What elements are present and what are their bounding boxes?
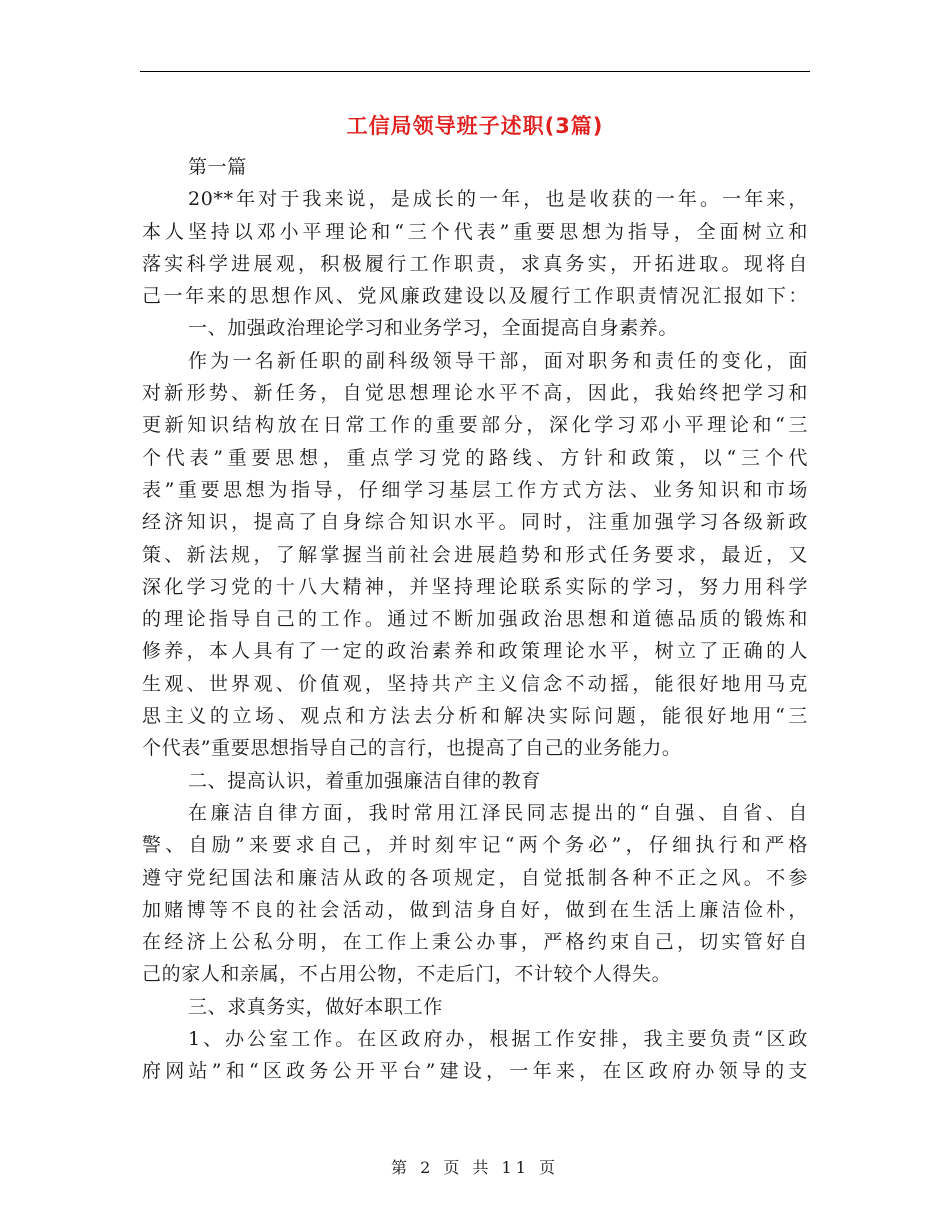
document-title: 工信局领导班子述职(3篇): [346, 114, 604, 138]
text-line: 修养，本人具有了一定的政治素养和政策理论水平，树立了正确的人: [142, 640, 808, 663]
text-line: 己的家人和亲属，不占用公物，不走后门，不计较个人得失。: [142, 963, 672, 986]
subheading-3: 三、求真务实，做好本职工作: [188, 995, 443, 1018]
text-line: 思主义的立场、观点和方法去分析和解决实际问题，能很好地用“三: [142, 705, 808, 728]
subheading-2: 二、提高认识，着重加强廉洁自律的教育: [188, 769, 541, 792]
text-line: 个代表”重要思想，重点学习党的路线、方针和政策，以“三个代: [142, 446, 808, 469]
text-line: 1、办公室工作。在区政府办，根据工作安排，我主要负责“区政: [188, 1028, 808, 1051]
text-line: 更新知识结构放在日常工作的重要部分，深化学习邓小平理论和“三: [142, 414, 808, 437]
text-line: 生观、世界观、价值观，坚持共产主义信念不动摇，能很好地用马克: [142, 672, 808, 695]
text-line: 遵守党纪国法和廉洁从政的各项规定，自觉抵制各种不正之风。不参: [142, 866, 808, 889]
text-line: 在廉洁自律方面，我时常用江泽民同志提出的“自强、自省、自: [188, 801, 808, 824]
text-line: 个代表”重要思想指导自己的言行，也提高了自己的业务能力。: [142, 737, 682, 760]
text-line: 己一年来的思想作风、党风廉政建设以及履行工作职责情况汇报如下：: [142, 285, 808, 308]
text-line: 在经济上公私分明，在工作上秉公办事，严格约束自己，切实管好自: [142, 931, 808, 954]
text-line: 本人坚持以邓小平理论和“三个代表”重要思想为指导，全面树立和: [142, 220, 808, 243]
header-rule: [140, 71, 810, 72]
text-line: 加赌博等不良的社会活动，做到洁身自好，做到在生活上廉洁俭朴，: [142, 898, 808, 921]
text-line: 落实科学进展观，积极履行工作职责，求真务实，开拓进取。现将自: [142, 252, 808, 275]
text-line: 府网站”和“区政务公开平台”建设，一年来，在区政府办领导的支: [142, 1060, 808, 1083]
subheading-1: 一、加强政治理论学习和业务学习，全面提高自身素养。: [188, 317, 679, 340]
section-heading: 第一篇: [188, 156, 247, 178]
text-line: 对新形势、新任务，自觉思想理论水平不高，因此，我始终把学习和: [142, 382, 808, 405]
text-line: 表”重要思想为指导，仔细学习基层工作方式方法、业务知识和市场: [142, 478, 808, 501]
text-line: 深化学习党的十八大精神，并坚持理论联系实际的学习，努力用科学: [142, 575, 808, 598]
text-line: 策、新法规，了解掌握当前社会进展趋势和形式任务要求，最近，又: [142, 543, 808, 566]
document-body: [142, 151, 808, 1088]
text-line: 的理论指导自己的工作。通过不断加强政治思想和道德品质的锻炼和: [142, 608, 808, 631]
text-line: 警、自励”来要求自己，并时刻牢记“两个务必”，仔细执行和严格: [142, 834, 808, 857]
text-line: 经济知识，提高了自身综合知识水平。同时，注重加强学习各级新政: [142, 511, 808, 534]
text-line: 20**年对于我来说，是成长的一年，也是收获的一年。一年来，: [188, 188, 808, 211]
page-footer: 第 2 页 共 11 页: [391, 1158, 559, 1177]
text-line: 作为一名新任职的副科级领导干部，面对职务和责任的变化，面: [188, 349, 808, 372]
